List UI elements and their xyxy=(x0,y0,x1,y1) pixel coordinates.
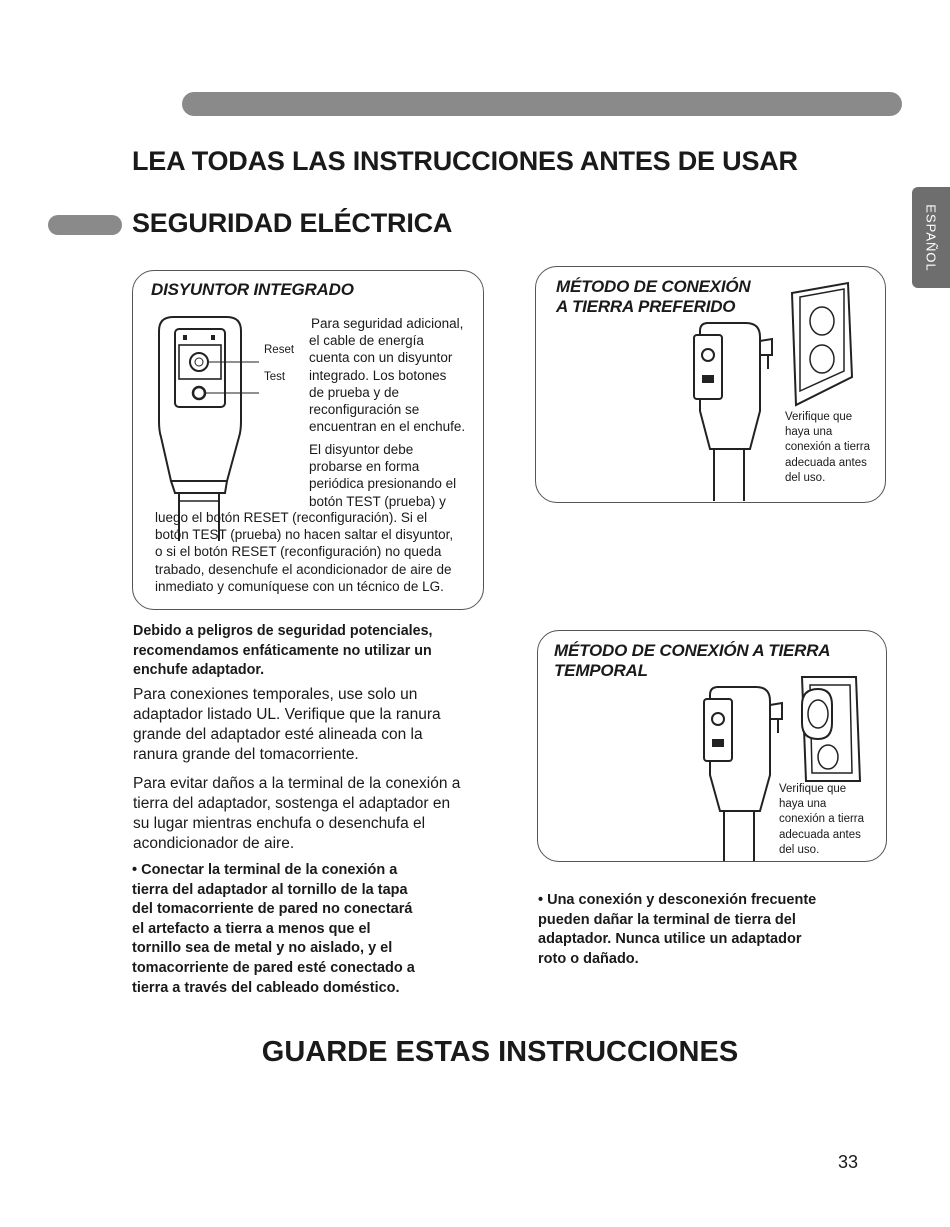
breaker-para2-cont: luego el botón RESET (reconfiguración). Si el botón TEST (prueba) no hacen saltar el disyuntor, o si el botón RESET (reconfiguración) no queda trabado, desenchufe el acondicionador de aire de inmediato y comuníquese con un técnico de LG. xyxy=(155,510,454,594)
breaker-para1: Para seguridad adicional, el cable de energía cuenta con un disyuntor integrado. Los botones de prueba y de reconfiguración se encuentran en el enchufe. xyxy=(309,316,466,435)
language-tab-label: ESPAÑOL xyxy=(923,203,939,272)
ground-terminal-bullet: • Conectar la terminal de la conexión a tierra del adaptador al tornillo de la tapa del tomacorriente de pared no conectará el artefacto a tierra a menos que el tornillo sea de metal y no aislado, y el tomacorriente de pared esté conectado a tierra a través del cableado doméstico. xyxy=(132,862,415,996)
breaker-plug-illustration xyxy=(151,311,321,541)
breaker-box xyxy=(132,270,484,610)
adapter-damage-paragraph: Para evitar daños a la terminal de la conexión a tierra del adaptador, sostenga el adaptador en su lugar mientras enchufa o desenchufa el acondicionador de aire. xyxy=(133,775,461,852)
reset-label: Reset xyxy=(264,344,295,356)
page-title: LEA TODAS LAS INSTRUCCIONES ANTES DE USAR xyxy=(132,146,798,176)
breaker-box-title: DISYUNTOR INTEGRADO xyxy=(151,280,354,299)
temporary-connection-paragraph: Para conexiones temporales, use solo un adaptador listado UL. Verifique que la ranura grande del adaptador esté alineada con la ranura grande del tomacorriente. xyxy=(133,686,441,763)
language-tab xyxy=(912,187,950,288)
page-number: 33 xyxy=(838,1152,859,1172)
preferred-outlet-illustration xyxy=(786,281,856,411)
preferred-plug-illustration xyxy=(686,321,786,501)
temporary-box-title: MÉTODO DE CONEXIÓN A TIERRA TEMPORAL xyxy=(554,641,831,680)
preferred-box-title: MÉTODO DE CONEXIÓN A TIERRA PREFERIDO xyxy=(556,277,751,316)
test-label: Test xyxy=(264,371,286,383)
section-marker xyxy=(48,215,122,235)
frequent-connection-bullet: • Una conexión y desconexión frecuente pueden dañar la terminal de tierra del adaptador. Nunca utilice un adaptador roto o dañado. xyxy=(538,892,817,967)
preferred-caption: Verifique que haya una conexión a tierra adecuada antes del uso. xyxy=(785,411,871,484)
section-title: SEGURIDAD ELÉCTRICA xyxy=(132,208,453,238)
save-instructions-title: GUARDE ESTAS INSTRUCCIONES xyxy=(261,1036,739,1068)
adapter-warning: Debido a peligros de seguridad potenciales, recomendamos enfáticamente no utilizar un enchufe adaptador. xyxy=(133,623,433,678)
header-bar xyxy=(182,92,902,116)
temporary-outlet-illustration xyxy=(780,675,862,785)
temporary-box xyxy=(537,630,887,862)
temporary-caption: Verifique que haya una conexión a tierra adecuada antes del uso. xyxy=(779,783,865,856)
breaker-para2: El disyuntor debe probarse en forma periódica presionando el botón TEST (prueba) y xyxy=(309,442,457,509)
preferred-box xyxy=(535,266,886,503)
